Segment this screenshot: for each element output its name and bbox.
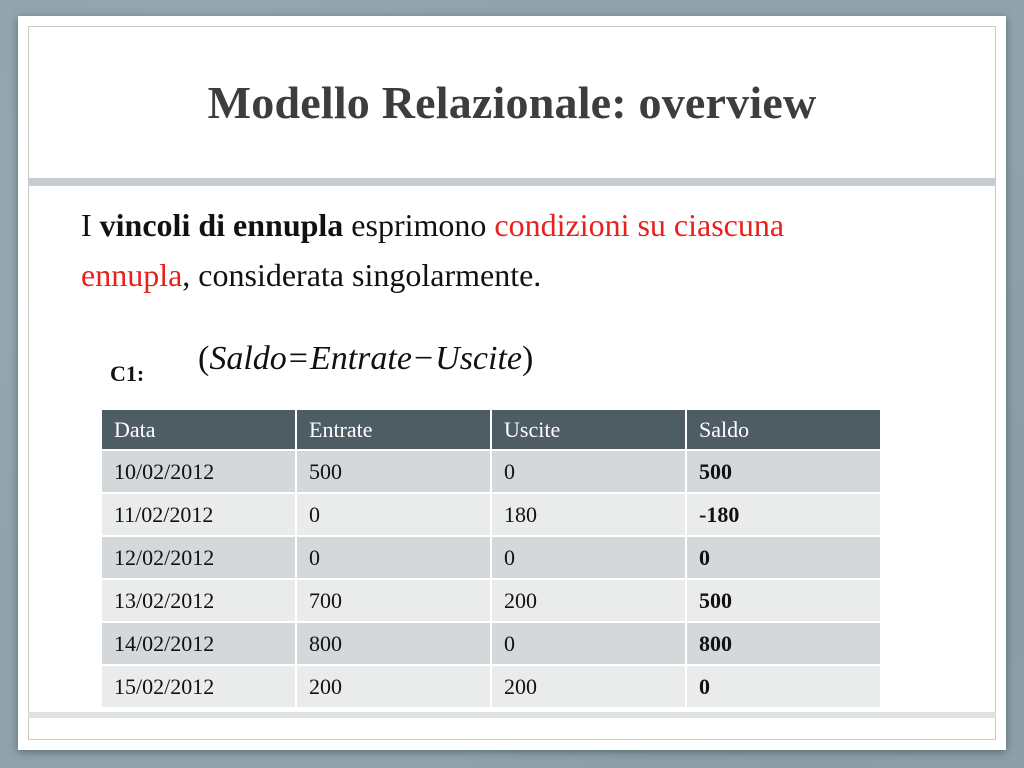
body-text-1: I (81, 207, 100, 243)
cell-uscite: 200 (491, 665, 686, 708)
formula-equals: = (288, 340, 308, 377)
formula-minus: − (413, 340, 434, 377)
cell-saldo: 0 (686, 665, 881, 708)
cell-uscite: 0 (491, 622, 686, 665)
cell-uscite: 0 (491, 536, 686, 579)
body-paragraph (81, 200, 881, 300)
formula-term-a: Entrate (309, 340, 412, 377)
formula-open-paren: ( (198, 340, 210, 377)
body-text-highlight: condizioni su ciascuna ennupla (81, 207, 785, 293)
cell-uscite: 0 (491, 450, 686, 493)
header-saldo: Saldo (686, 409, 881, 450)
body-text-3: esprimono (343, 207, 495, 243)
table-row (101, 665, 881, 708)
formula-lhs: Saldo (209, 340, 287, 377)
table-row (101, 536, 881, 579)
cell-entrate: 0 (296, 536, 491, 579)
cell-entrate: 800 (296, 622, 491, 665)
cell-saldo: 0 (686, 536, 881, 579)
header-entrate: Entrate (296, 409, 491, 450)
cell-data: 13/02/2012 (101, 579, 296, 622)
table-row (101, 493, 881, 536)
cell-data: 12/02/2012 (101, 536, 296, 579)
header-uscite: Uscite (491, 409, 686, 450)
formula-close-paren: ) (522, 340, 534, 377)
table-row (101, 579, 881, 622)
table-row (101, 450, 881, 493)
data-table (100, 408, 882, 709)
cell-saldo: 500 (686, 579, 881, 622)
cell-entrate: 500 (296, 450, 491, 493)
footer-divider (28, 712, 996, 718)
cell-saldo: -180 (686, 493, 881, 536)
body-text-5: , considerata singolarmente. (182, 257, 542, 293)
header-data: Data (101, 409, 296, 450)
table-row (101, 622, 881, 665)
slide-title: Modello Relazionale: overview (207, 77, 817, 128)
slide (18, 16, 1006, 750)
cell-data: 10/02/2012 (101, 450, 296, 493)
cell-data: 11/02/2012 (101, 493, 296, 536)
cell-data: 14/02/2012 (101, 622, 296, 665)
cell-saldo: 800 (686, 622, 881, 665)
cell-uscite: 180 (491, 493, 686, 536)
title-divider (28, 178, 996, 186)
constraint-formula (198, 340, 533, 378)
cell-data: 15/02/2012 (101, 665, 296, 708)
body-text-bold: vincoli di ennupla (99, 207, 344, 243)
constraint-label: C1: (110, 361, 145, 386)
cell-entrate: 700 (296, 579, 491, 622)
table-header-row (101, 409, 881, 450)
cell-saldo: 500 (686, 450, 881, 493)
cell-entrate: 0 (296, 493, 491, 536)
formula-term-b: Uscite (435, 340, 522, 377)
cell-uscite: 200 (491, 579, 686, 622)
cell-entrate: 200 (296, 665, 491, 708)
